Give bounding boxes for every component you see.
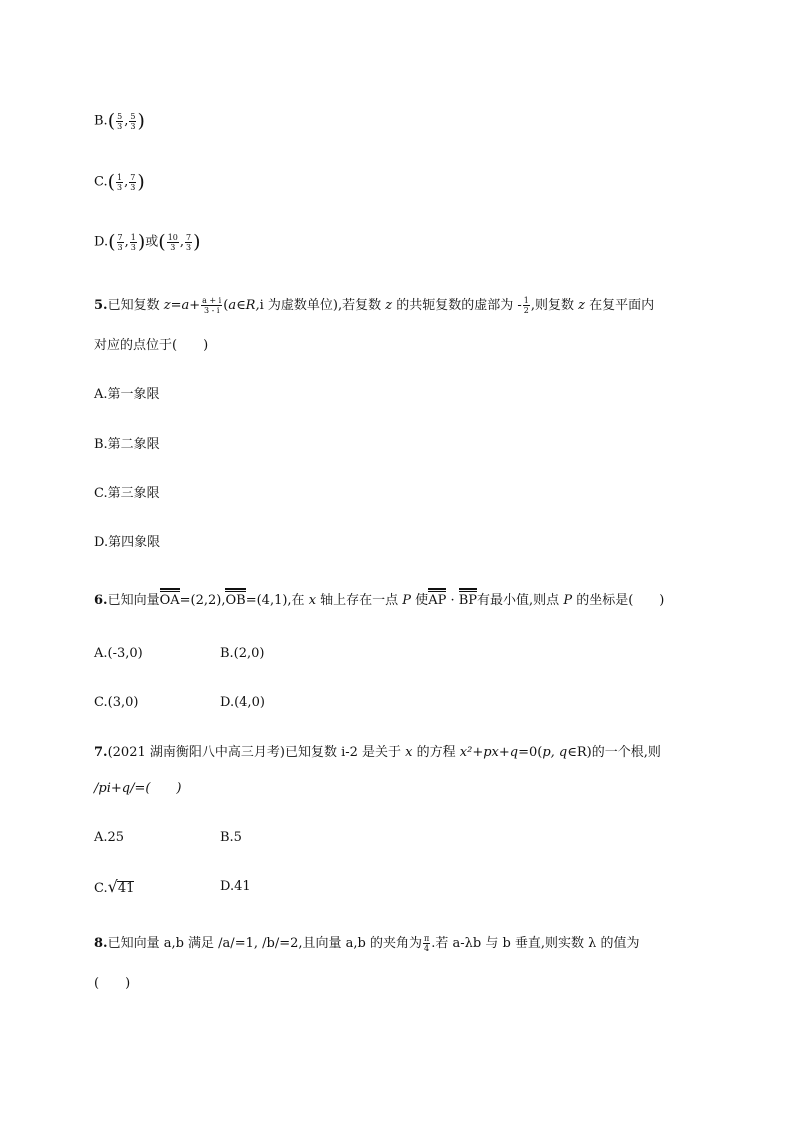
q7-option-c: C.√41 (94, 877, 135, 896)
fraction: $\frac{7}{3}$ (130, 172, 136, 192)
q6-option-c: C.(3,0) (94, 695, 139, 710)
fraction: $\frac{1}{2}$ (523, 296, 529, 315)
q7-stem: 7.(2021 湖南衡阳八中高三月考)已知复数 i-2 是关于 x 的方程 x²+px+q=0(p, q∈R)的一个根,则 (94, 745, 661, 760)
q5-stem-line2: 对应的点位于( ) (94, 338, 209, 353)
q7-option-d: D.41 (220, 879, 251, 894)
fraction: $\frac{10}{3}$ (167, 232, 178, 252)
q7-options-row1 (94, 828, 242, 848)
q6-options-row1 (94, 644, 265, 664)
option-label: D. (94, 234, 109, 250)
fraction: $\frac{1}{3}$ (117, 172, 123, 192)
q6-option-a: A.(-3,0) (94, 646, 143, 661)
fraction: $\frac{a + i}{3 - i}$ (202, 296, 222, 315)
q5-option-d: D.第四象限 (94, 535, 161, 550)
question-number: 7. (94, 745, 108, 760)
fraction: $\frac{7}{3}$ (117, 232, 123, 252)
q6-stem: 6.已知向量OA=(2,2),OB=(4,1),在 x 轴上存在一点 P 使AP · BP有最小值,则点 P 的坐标是( ) (94, 591, 664, 611)
q4-option-c: C.( $\frac{1}{3}$ , $\frac{7}{3}$ ) (94, 171, 145, 193)
fraction: $\frac{7}{3}$ (186, 232, 192, 252)
vector-ob: OB (225, 591, 245, 611)
q6-options-row2 (94, 693, 265, 713)
q7-option-a: A.25 (94, 830, 125, 845)
vector-bp: BP (459, 591, 477, 611)
q8-stem: 8.已知向量 a,b 满足 /a/=1, /b/=2,且向量 a,b 的夹角为 $\frac{\pi}{4}$ .若 a-λb 与 b 垂直,则实数 λ 的值为 (94, 934, 640, 953)
question-number: 8. (94, 936, 108, 951)
fraction: $\frac{5}{3}$ (117, 111, 123, 131)
q7-stem-line2: /pi+q/=( ) (94, 781, 182, 796)
square-root: 41 (117, 881, 135, 896)
q7-option-b: B.5 (220, 830, 242, 845)
q4-option-d: D.( $\frac{7}{3}$ , $\frac{1}{3}$ )或( $\frac{10}{3}$ , $\frac{7}{3}$ ) (94, 231, 201, 253)
option-label: C. (94, 174, 108, 190)
q7-options-row2 (94, 877, 251, 899)
question-number: 5. (94, 298, 108, 313)
q5-stem: 5.已知复数 z=a+ $\frac{a + i}{3 - i}$ (a∈R,i 为虚数单位),若复数 z 的共轭复数的虚部为 - $\frac{1}{2}$ ,则复数 z 在复平面内 (94, 296, 655, 315)
vector-ap: AP (428, 591, 446, 611)
q5-option-a: A.第一象限 (94, 387, 160, 402)
fraction: $\frac{\pi}{4}$ (423, 934, 430, 953)
q5-option-c: C.第三象限 (94, 486, 160, 501)
q4-option-b: B.( $\frac{5}{3}$ , $\frac{5}{3}$ ) (94, 110, 145, 132)
vector-oa: OA (160, 591, 180, 611)
q6-option-b: B.(2,0) (220, 646, 265, 661)
question-number: 6. (94, 593, 108, 608)
fraction: $\frac{5}{3}$ (130, 111, 136, 131)
fraction: $\frac{1}{3}$ (130, 232, 136, 252)
q5-option-b: B.第二象限 (94, 437, 160, 452)
q6-option-d: D.(4,0) (220, 695, 265, 710)
q8-stem-line2: ( ) (94, 976, 131, 991)
option-label: B. (94, 113, 108, 129)
